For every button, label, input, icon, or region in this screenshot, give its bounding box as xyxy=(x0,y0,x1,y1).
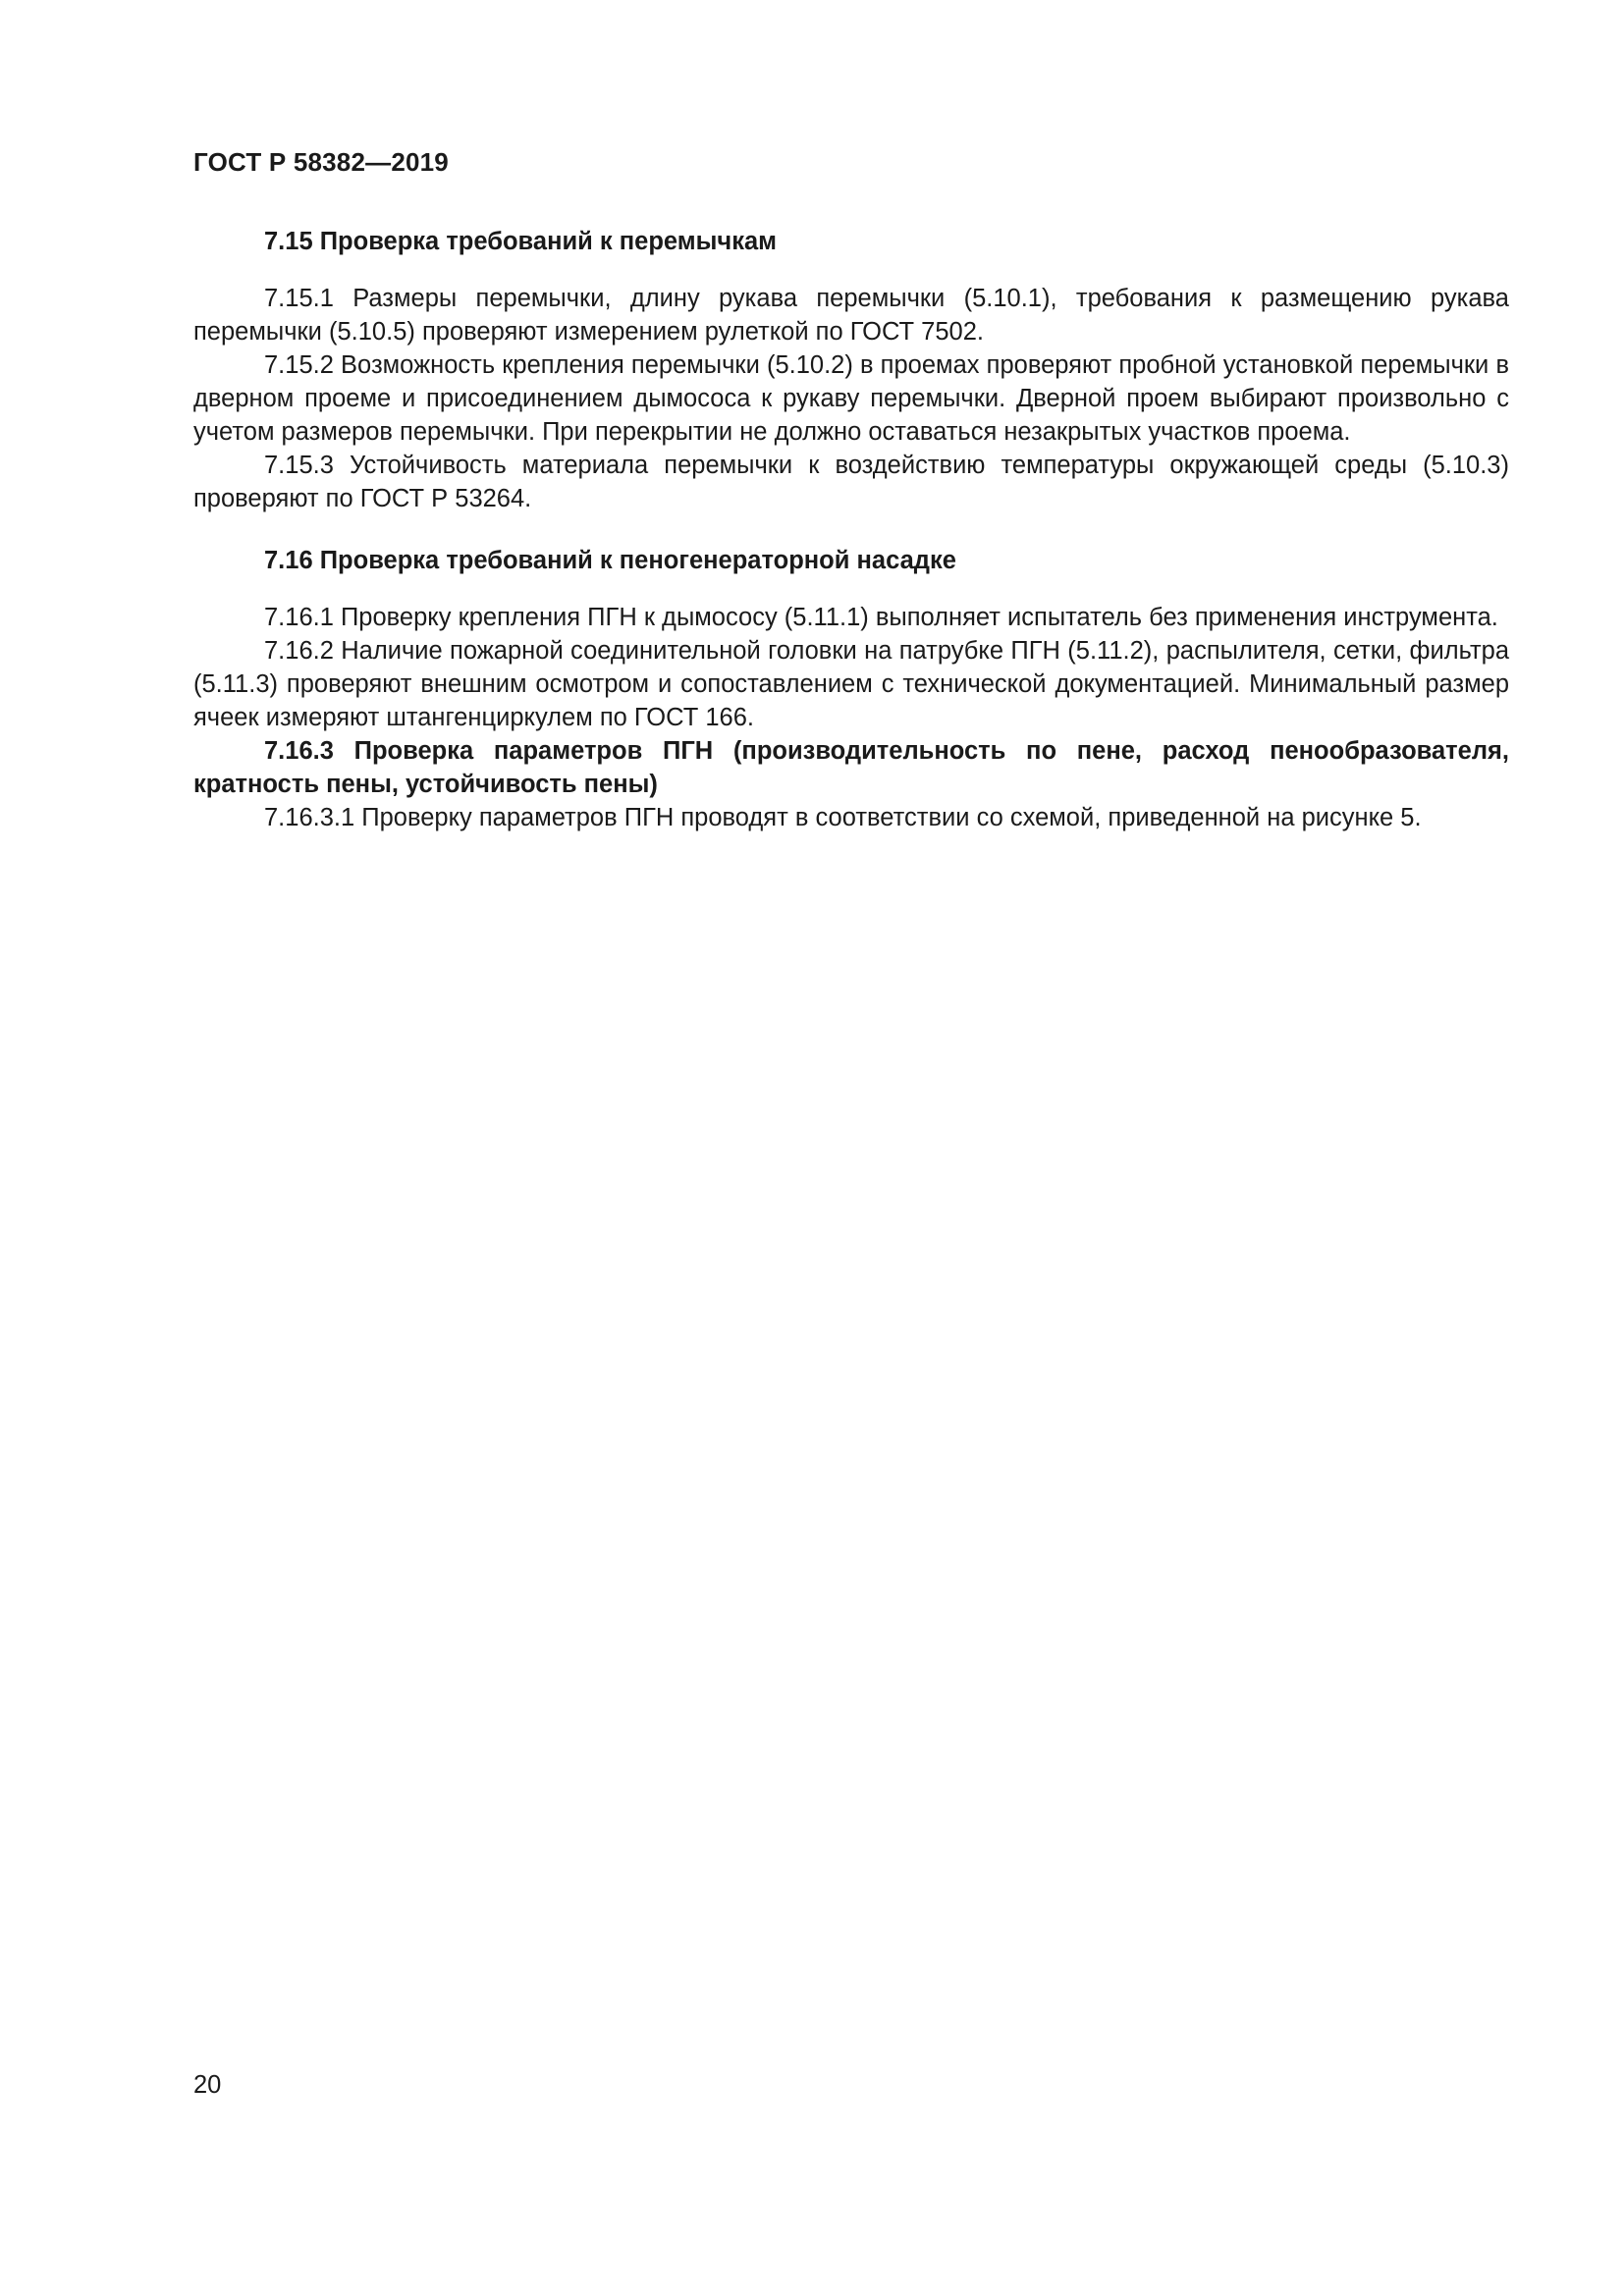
paragraph-7-16-3-1: 7.16.3.1 Проверку параметров ПГН проводят в соответствии со схемой, приведенной на рисунке 5. xyxy=(264,804,1422,831)
paragraph-7-15-3: 7.15.3 Устойчивость материала перемычки к воздействию температуры окружающей среды (5.10.3) проверяют по ГОСТ Р 53264. xyxy=(193,452,1509,512)
document-header: ГОСТ Р 58382—2019 xyxy=(193,147,449,177)
document-body xyxy=(193,224,1509,834)
section-heading-7-15: 7.15 Проверка требований к перемычкам xyxy=(264,228,778,255)
section-spacer xyxy=(193,515,1509,543)
paragraph-7-15-2: 7.15.2 Возможность крепления перемычки (5.10.2) в проемах проверяют пробной установкой перемычки в дверном проеме и присоединением дымососа к рукаву перемычки. Дверной проем выбирают произвольно с учетом размеров перемычки. При перекрытии не должно оставаться незакрытых участков проема. xyxy=(193,351,1509,446)
paragraph-7-16-1: 7.16.1 Проверку крепления ПГН к дымососу (5.11.1) выполняет испытатель без применения инструмента. xyxy=(264,604,1498,631)
page-number: 20 xyxy=(193,2071,222,2099)
section-heading-7-16: 7.16 Проверка требований к пеногенераторной насадке xyxy=(264,547,956,574)
paragraph-7-15-1: 7.15.1 Размеры перемычки, длину рукава перемычки (5.10.1), требования к размещению рукава перемычки (5.10.5) проверяют измерением рулеткой по ГОСТ 7502. xyxy=(193,285,1509,346)
subheading-7-16-3: 7.16.3 Проверка параметров ПГН (производительность по пене, расход пенообразователя, кратность пены, устойчивость пены) xyxy=(193,737,1509,798)
paragraph-7-16-2: 7.16.2 Наличие пожарной соединительной головки на патрубке ПГН (5.11.2), распылителя, сетки, фильтра (5.11.3) проверяют внешним осмотром и сопоставлением с технической документацией. Минимальный размер ячеек измеряют штангенциркулем по ГОСТ 166. xyxy=(193,637,1509,731)
